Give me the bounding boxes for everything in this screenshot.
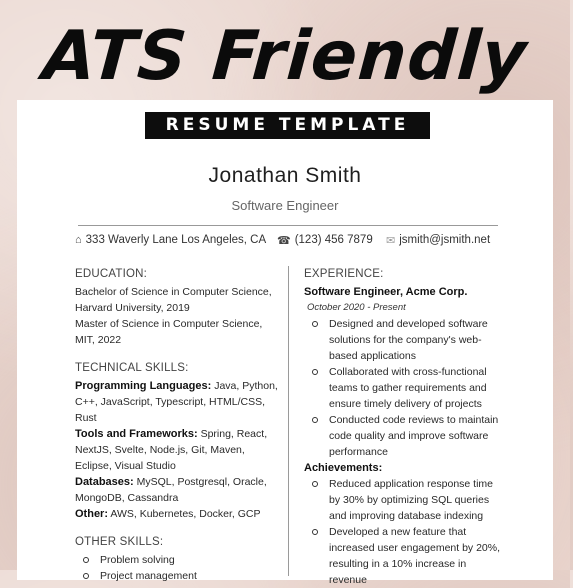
education-entry: Bachelor of Science in Computer Science, Harvard University, 2019	[75, 286, 272, 314]
template-banner: RESUME TEMPLATE	[145, 112, 430, 139]
header-divider	[78, 225, 498, 226]
skill-group	[75, 474, 280, 506]
column-divider	[288, 266, 289, 576]
education-entry: Master of Science in Computer Science, MIT, 2022	[75, 318, 263, 346]
skill-group-value: MySQL, Postgresql, Oracle, MongoDB, Cassandra	[75, 476, 267, 504]
list-item: Designed and developed software solutions for the company's web-based applications	[304, 316, 504, 364]
left-column	[75, 266, 280, 584]
job-dates: October 2020 - Present	[307, 302, 406, 313]
education-heading: EDUCATION:	[75, 268, 148, 280]
duties-list	[304, 316, 504, 460]
skill-group-value: Java, Python, C++, JavaScript, Typescript, HTML/CSS, Rust	[75, 380, 278, 424]
right-column	[304, 266, 504, 588]
skill-group	[75, 426, 280, 474]
phone-text: (123) 456 7879	[294, 234, 373, 246]
contact-address	[75, 232, 266, 248]
skill-group	[75, 506, 280, 522]
skill-group-label: Tools and Frameworks:	[75, 428, 198, 440]
skill-group-value: AWS, Kubernetes, Docker, GCP	[110, 508, 261, 520]
contact-phone	[277, 232, 373, 248]
skill-group-label: Other:	[75, 508, 108, 520]
address-text: 333 Waverly Lane Los Angeles, CA	[85, 234, 267, 246]
job-title: Software Engineer, Acme Corp.	[304, 286, 468, 298]
list-item: Problem solving	[75, 552, 280, 568]
email-text: jsmith@jsmith.net	[399, 234, 491, 246]
candidate-role: Software Engineer	[231, 198, 339, 213]
other-skills-list	[75, 552, 280, 584]
list-item: Reduced application response time by 30% by optimizing SQL queries and improving database indexing	[304, 476, 504, 524]
list-item: Project management	[75, 568, 280, 584]
house-icon: ⌂	[75, 234, 82, 246]
skill-group-value: Spring, React, NextJS, Svelte, Node.js, Git, Maven, Eclipse, Visual Studio	[75, 428, 268, 472]
list-item: Developed a new feature that increased user engagement by 20%, resulting in a 10% increase in revenue	[304, 524, 504, 588]
skill-group-label: Databases:	[75, 476, 134, 488]
achievements-list	[304, 476, 504, 588]
candidate-name: Jonathan Smith	[208, 164, 362, 187]
experience-heading: EXPERIENCE:	[304, 268, 384, 280]
other-skills-heading: OTHER SKILLS:	[75, 536, 164, 548]
phone-icon: ☎	[277, 234, 291, 247]
contact-email	[386, 232, 490, 248]
envelope-icon: ✉	[386, 234, 396, 247]
skill-group	[75, 378, 280, 426]
skill-group-label: Programming Languages:	[75, 380, 212, 392]
list-item: Collaborated with cross-functional teams to gather requirements and ensure timely delivery of projects	[304, 364, 504, 412]
hero-title: ATS Friendly	[40, 17, 530, 96]
technical-skills-heading: TECHNICAL SKILLS:	[75, 362, 189, 374]
achievements-heading: Achievements:	[304, 462, 383, 474]
list-item: Conducted code reviews to maintain code quality and improve software performance	[304, 412, 504, 460]
